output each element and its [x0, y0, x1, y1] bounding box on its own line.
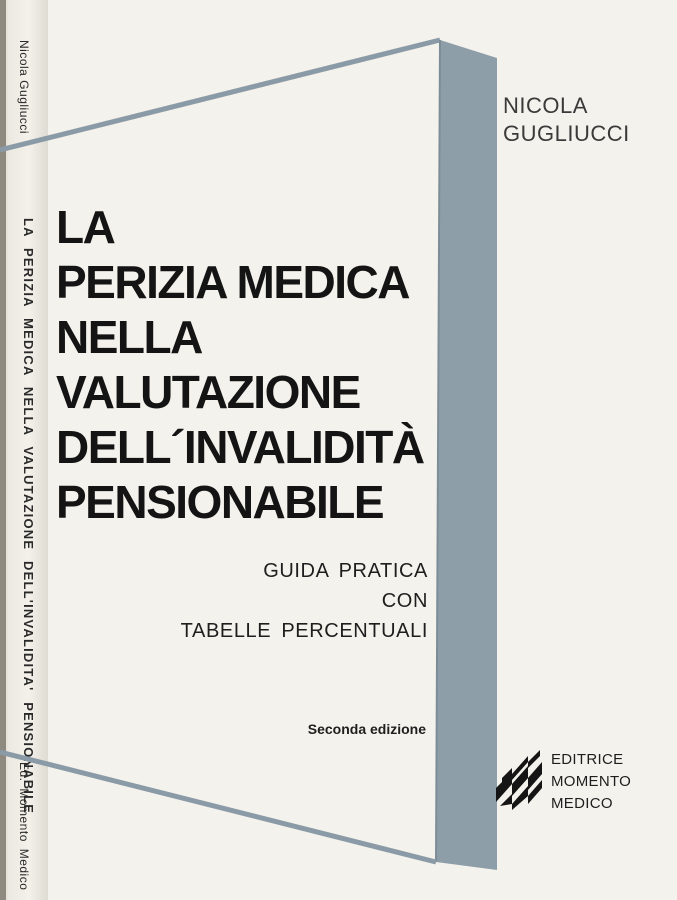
edition-label: Seconda edizione	[307, 721, 426, 737]
spine-title: LA PERIZIA MEDICA NELLA VALUTAZIONE DELL'INVALIDITA' PENSIONABILE	[21, 218, 36, 815]
book-subtitle	[170, 556, 428, 646]
subtitle-line: GUIDA PRATICA	[263, 560, 428, 582]
title-line: VALUTAZIONE	[56, 366, 360, 418]
title-line: PERIZIA MEDICA	[56, 256, 409, 308]
publisher-line: MOMENTO	[551, 773, 632, 790]
publisher-line: MEDICO	[551, 795, 613, 812]
book-title	[56, 200, 424, 530]
author-first-name: NICOLA	[503, 93, 588, 118]
title-line: NELLA	[56, 311, 202, 363]
title-line: PENSIONABILE	[56, 476, 384, 528]
subtitle-line: CON	[381, 590, 428, 612]
spine-publisher: Ed. Momento Medico	[17, 762, 31, 891]
spine-author: Nicola Gugliucci	[17, 40, 31, 135]
publisher-logo-icon	[494, 748, 544, 810]
subtitle-line: TABELLE PERCENTUALI	[180, 620, 428, 642]
author-last-name: GUGLIUCCI	[503, 121, 630, 146]
frame-bottom-line	[0, 752, 436, 862]
author-name	[503, 92, 630, 148]
title-line: LA	[56, 201, 115, 253]
frame-slab-side	[436, 40, 497, 870]
frame-top-line	[0, 40, 440, 150]
publisher-name	[551, 749, 631, 815]
title-line: DELL´INVALIDITÀ	[56, 421, 424, 473]
publisher-line: EDITRICE	[551, 751, 624, 768]
